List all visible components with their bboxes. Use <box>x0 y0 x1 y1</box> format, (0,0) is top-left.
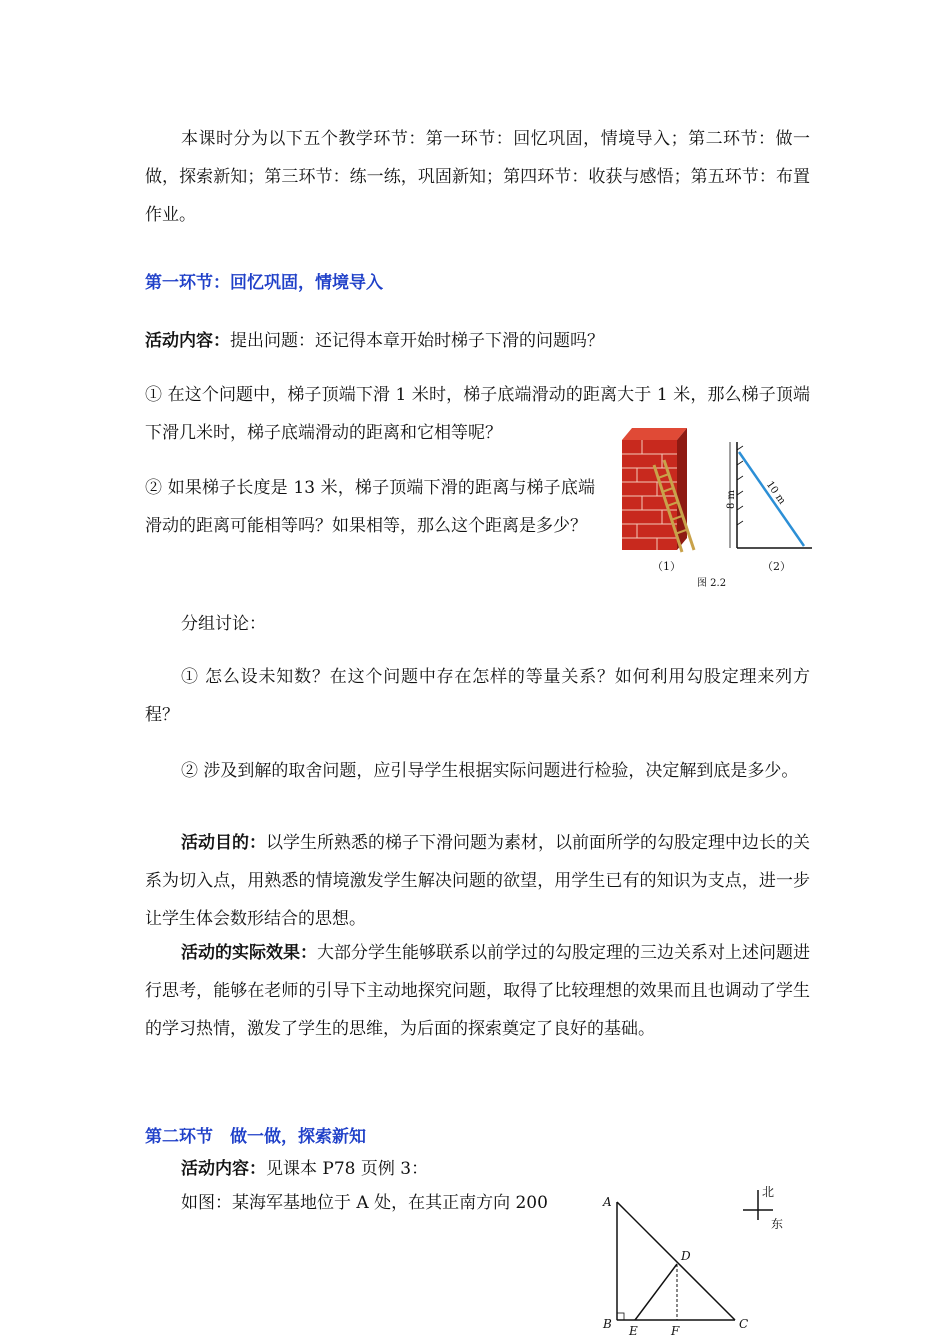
purpose-label: 活动目的： <box>181 833 266 853</box>
section1-heading: 第一环节：回忆巩固，情境导入 <box>145 273 383 293</box>
section2-heading: 第二环节 做一做，探索新知 <box>145 1127 366 1147</box>
point-b-label: B <box>603 1317 612 1331</box>
point-d-label: D <box>681 1249 691 1263</box>
activity-effect <box>145 934 810 1048</box>
height-label: 8 m <box>726 489 737 509</box>
right-triangle-diagram <box>726 442 812 548</box>
point-a-label: A <box>603 1195 612 1209</box>
brick-wall-illustration <box>622 428 694 552</box>
compass-icon <box>743 1185 783 1231</box>
figure-label-1: （1） <box>652 560 681 573</box>
question-2: ② 如果梯子长度是 13 米，梯子顶端下滑的距离与梯子底端滑动的距离可能相等吗？如果相等，那么这个距离是多少？ <box>145 478 595 536</box>
ladder-length-label: 10 m <box>763 479 788 507</box>
discussion-1: ① 怎么设未知数？在这个问题中存在怎样的等量关系？如何利用勾股定理来列方程？ <box>145 667 810 725</box>
activity-content <box>145 322 810 360</box>
question-1: ① 在这个问题中，梯子顶端下滑 1 米时，梯子底端滑动的距离大于 1 米，那么梯子顶端下滑几米时，梯子底端滑动的距离和它相等呢？ <box>145 385 810 443</box>
point-c-label: C <box>739 1317 749 1331</box>
discussion-label: 分组讨论： <box>181 614 266 634</box>
discussion-2: ② 涉及到解的取舍问题，应引导学生根据实际问题进行检验，决定解到底是多少。 <box>181 761 799 781</box>
purpose-text: 以学生所熟悉的梯子下滑问题为素材，以前面所学的勾股定理中边长的关系为切入点，用熟悉的情境激发学生解决问题的欲望，用学生已有的知识为支点，进一步让学生体会数形结合的思想。 <box>145 833 810 929</box>
effect-text: 大部分学生能够联系以前学过的勾股定理的三边关系对上述问题进行思考，能够在老师的引导下主动地探究问题，取得了比较理想的效果而且也调动了学生的学习热情，激发了学生的思维，为后面的探索奠定了良好的基础。 <box>145 943 810 1039</box>
section2-activity-text: 见课本 P78 页例 3： <box>266 1159 429 1179</box>
effect-label: 活动的实际效果： <box>181 943 317 963</box>
figure-label-2: （2） <box>762 560 791 573</box>
ladder-figure <box>612 420 822 588</box>
section2-activity-label: 活动内容： <box>181 1159 266 1179</box>
activity-text: 提出问题：还记得本章开始时梯子下滑的问题吗？ <box>230 331 604 351</box>
east-label: 东 <box>771 1217 784 1231</box>
activity-purpose <box>145 824 810 938</box>
north-label: 北 <box>762 1185 775 1199</box>
figure-caption: 图 2.2 <box>697 578 727 588</box>
point-f-label: F <box>671 1324 680 1338</box>
point-e-label: E <box>629 1324 638 1338</box>
intro-paragraph: 本课时分为以下五个教学环节：第一环节：回忆巩固，情境导入；第二环节：做一做，探索新知；第三环节：练一练，巩固新知；第四环节：收获与感悟；第五环节：布置作业。 <box>145 129 810 225</box>
example-text: 如图：某海军基地位于 A 处，在其正南方向 200 <box>181 1193 548 1213</box>
geometry-figure <box>595 1180 805 1340</box>
activity-label: 活动内容： <box>145 331 230 351</box>
